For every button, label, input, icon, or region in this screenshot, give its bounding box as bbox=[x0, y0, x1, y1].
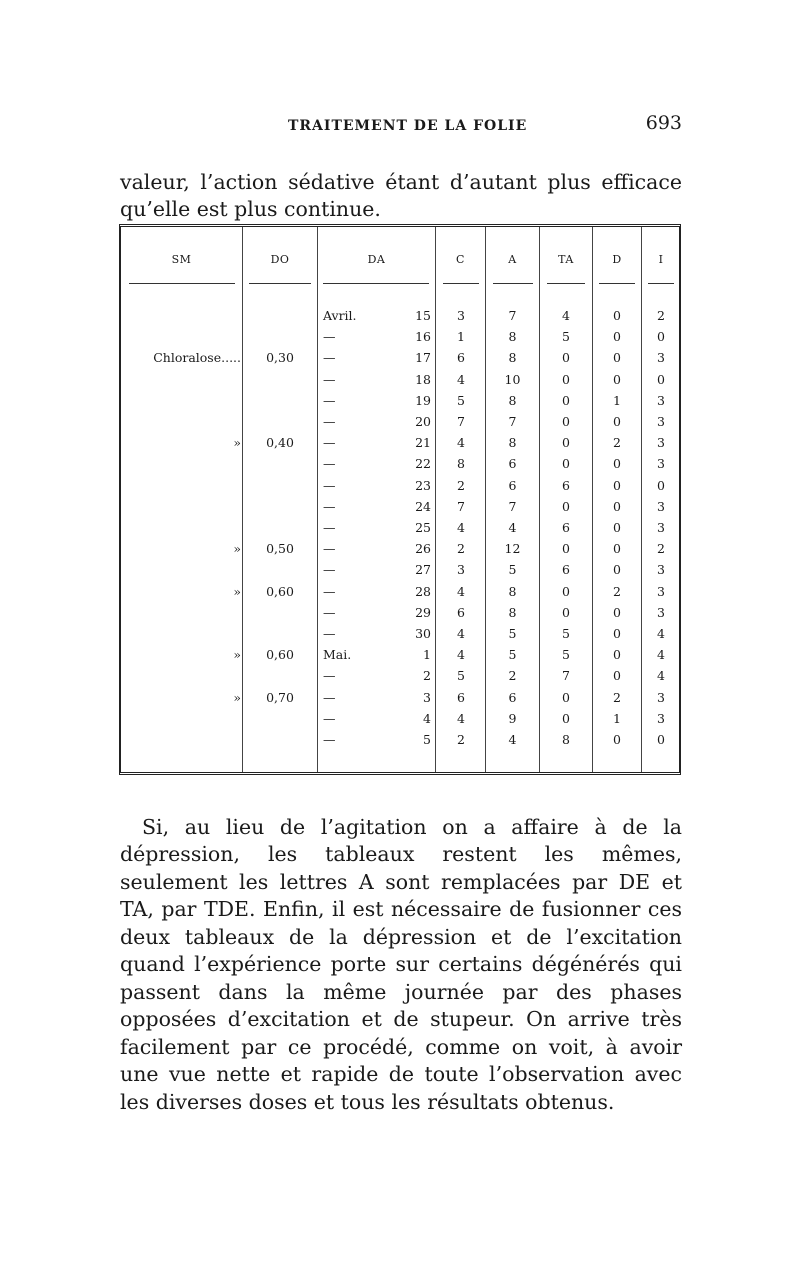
header-rule bbox=[547, 283, 585, 284]
cell-ta: 6 bbox=[562, 520, 570, 535]
cell-ta: 0 bbox=[562, 371, 570, 387]
cell-i: 3 bbox=[657, 456, 665, 472]
cell-day: 3 bbox=[423, 689, 431, 705]
paragraph-top: valeur, l’action sédative étant d’autant plus efficace qu’elle est plus continue. bbox=[120, 169, 682, 221]
cell-sm: » bbox=[233, 689, 241, 705]
cell-i: 3 bbox=[657, 583, 665, 599]
cell-c: 8 bbox=[457, 456, 465, 472]
cell-day: 30 bbox=[415, 626, 431, 641]
cell-month: Avril. bbox=[323, 308, 357, 323]
cell-d: 0 bbox=[613, 308, 621, 323]
cell-do: 0,30 bbox=[266, 350, 294, 366]
cell-a: 4 bbox=[508, 732, 517, 747]
table-row bbox=[121, 644, 679, 665]
cell-d: 0 bbox=[613, 562, 621, 578]
cell-i: 4 bbox=[657, 668, 665, 684]
cell-i: 2 bbox=[657, 541, 665, 557]
cell-day: 1 bbox=[423, 647, 431, 663]
cell-c: 4 bbox=[457, 435, 465, 451]
cell-month: — bbox=[323, 456, 336, 472]
cell-a: 2 bbox=[508, 668, 517, 684]
header-rule bbox=[249, 283, 311, 284]
cell-i: 3 bbox=[657, 710, 665, 726]
cell-day: 22 bbox=[415, 456, 431, 472]
cell-sm: » bbox=[233, 541, 241, 557]
table-row bbox=[121, 347, 679, 368]
cell-ta: 5 bbox=[562, 329, 570, 345]
cell-day: 24 bbox=[415, 498, 431, 514]
cell-day: 20 bbox=[415, 414, 431, 429]
cell-month: — bbox=[323, 350, 336, 366]
table-row bbox=[121, 390, 679, 411]
cell-do: 0,60 bbox=[266, 647, 294, 663]
table-row bbox=[121, 559, 679, 580]
cell-d: 1 bbox=[613, 710, 621, 726]
data-table bbox=[119, 224, 681, 775]
column-header-do: DO bbox=[270, 253, 290, 266]
table-row bbox=[121, 623, 679, 644]
cell-d: 2 bbox=[613, 583, 621, 599]
cell-ta: 0 bbox=[562, 689, 570, 705]
cell-d: 0 bbox=[613, 541, 621, 557]
header-rule bbox=[599, 283, 635, 284]
table-row bbox=[121, 326, 679, 347]
cell-a: 6 bbox=[508, 689, 517, 705]
cell-ta: 0 bbox=[562, 710, 570, 726]
cell-i: 0 bbox=[657, 329, 665, 345]
cell-ta: 0 bbox=[562, 541, 570, 557]
cell-a: 5 bbox=[508, 647, 517, 663]
cell-i: 3 bbox=[657, 392, 665, 408]
table-row bbox=[121, 581, 679, 602]
cell-month: — bbox=[323, 562, 336, 578]
header-rule bbox=[443, 283, 479, 284]
cell-c: 6 bbox=[457, 350, 465, 366]
cell-month: — bbox=[323, 371, 336, 387]
column-header-i: I bbox=[658, 253, 664, 266]
cell-d: 2 bbox=[613, 689, 621, 705]
cell-c: 2 bbox=[457, 477, 465, 493]
cell-d: 0 bbox=[613, 498, 621, 514]
cell-a: 8 bbox=[508, 435, 517, 451]
cell-month: — bbox=[323, 732, 336, 747]
column-header-ta: TA bbox=[558, 253, 574, 266]
cell-sm: » bbox=[233, 583, 241, 599]
cell-c: 4 bbox=[457, 583, 465, 599]
running-title: TRAITEMENT DE LA FOLIE bbox=[288, 118, 528, 134]
cell-c: 7 bbox=[457, 498, 465, 514]
cell-month: — bbox=[323, 329, 336, 345]
cell-day: 4 bbox=[423, 710, 431, 726]
cell-day: 18 bbox=[415, 371, 431, 387]
cell-c: 4 bbox=[457, 710, 465, 726]
cell-a: 8 bbox=[508, 350, 517, 366]
column-header-a: A bbox=[508, 253, 517, 266]
cell-c: 6 bbox=[457, 689, 465, 705]
cell-do: 0,70 bbox=[266, 689, 294, 705]
cell-month: — bbox=[323, 498, 336, 514]
cell-d: 0 bbox=[613, 604, 621, 620]
cell-c: 4 bbox=[457, 647, 465, 663]
cell-ta: 0 bbox=[562, 604, 570, 620]
cell-c: 2 bbox=[457, 541, 465, 557]
header-rule bbox=[493, 283, 533, 284]
cell-month: — bbox=[323, 583, 336, 599]
cell-i: 4 bbox=[657, 647, 665, 663]
cell-ta: 5 bbox=[562, 647, 570, 663]
cell-i: 0 bbox=[657, 371, 665, 387]
cell-day: 15 bbox=[415, 308, 431, 323]
cell-ta: 0 bbox=[562, 498, 570, 514]
cell-month: — bbox=[323, 541, 336, 557]
table-row bbox=[121, 305, 679, 326]
cell-d: 0 bbox=[613, 732, 621, 747]
cell-c: 4 bbox=[457, 520, 465, 535]
cell-ta: 0 bbox=[562, 435, 570, 451]
cell-d: 2 bbox=[613, 435, 621, 451]
cell-ta: 4 bbox=[562, 308, 570, 323]
table-row bbox=[121, 665, 679, 686]
cell-a: 8 bbox=[508, 604, 517, 620]
cell-d: 0 bbox=[613, 350, 621, 366]
cell-a: 5 bbox=[508, 562, 517, 578]
header-rule bbox=[129, 283, 235, 284]
cell-i: 0 bbox=[657, 477, 665, 493]
cell-ta: 7 bbox=[562, 668, 570, 684]
table-row bbox=[121, 432, 679, 453]
cell-month: — bbox=[323, 520, 336, 535]
cell-i: 4 bbox=[657, 626, 665, 641]
cell-ta: 6 bbox=[562, 477, 570, 493]
cell-a: 4 bbox=[508, 520, 517, 535]
cell-d: 0 bbox=[613, 668, 621, 684]
page-header bbox=[120, 112, 682, 138]
cell-a: 7 bbox=[508, 308, 517, 323]
cell-c: 1 bbox=[457, 329, 465, 345]
cell-month: — bbox=[323, 710, 336, 726]
cell-day: 23 bbox=[415, 477, 431, 493]
cell-ta: 0 bbox=[562, 414, 570, 429]
cell-a: 5 bbox=[508, 626, 517, 641]
table-row bbox=[121, 729, 679, 750]
cell-do: 0,50 bbox=[266, 541, 294, 557]
cell-d: 0 bbox=[613, 477, 621, 493]
cell-i: 3 bbox=[657, 689, 665, 705]
table-row bbox=[121, 538, 679, 559]
cell-day: 28 bbox=[415, 583, 431, 599]
cell-day: 2 bbox=[423, 668, 431, 684]
cell-i: 3 bbox=[657, 498, 665, 514]
cell-c: 2 bbox=[457, 732, 465, 747]
table-row bbox=[121, 602, 679, 623]
cell-day: 19 bbox=[415, 392, 431, 408]
cell-day: 5 bbox=[423, 732, 431, 747]
paragraph-bottom: Si, au lieu de l’agitation on a affaire à de la dépression, les tableaux restent les mêmes, seulement les lettres A sont remplacées par DE et TA, par TDE. Enfin, il est nécessaire de fusionner ces deux tableaux de la dépression et de l’excitation quand l’expérience porte sur certains dégénérés qui passent dans la même journée par des phases opposées d’excitation et de stupeur. On arrive très facilement par ce procédé, comme on voit, à avoir une vue nette et rapide de toute l’observation avec les diverses doses et tous les résultats obtenus. bbox=[120, 814, 682, 1114]
cell-d: 0 bbox=[613, 626, 621, 641]
table-row bbox=[121, 453, 679, 474]
table-row bbox=[121, 687, 679, 708]
cell-a: 6 bbox=[508, 477, 517, 493]
cell-day: 21 bbox=[415, 435, 431, 451]
cell-i: 0 bbox=[657, 732, 665, 747]
cell-c: 3 bbox=[457, 308, 465, 323]
cell-day: 26 bbox=[415, 541, 431, 557]
cell-a: 7 bbox=[508, 414, 517, 429]
cell-i: 3 bbox=[657, 435, 665, 451]
cell-ta: 0 bbox=[562, 392, 570, 408]
cell-a: 9 bbox=[508, 710, 517, 726]
cell-i: 3 bbox=[657, 520, 665, 535]
cell-do: 0,60 bbox=[266, 583, 294, 599]
cell-month: — bbox=[323, 392, 336, 408]
cell-d: 0 bbox=[613, 456, 621, 472]
table-row bbox=[121, 369, 679, 390]
column-header-d: D bbox=[612, 253, 622, 266]
page-number: 693 bbox=[645, 112, 682, 134]
cell-ta: 0 bbox=[562, 350, 570, 366]
cell-d: 0 bbox=[613, 371, 621, 387]
cell-d: 0 bbox=[613, 414, 621, 429]
cell-d: 0 bbox=[613, 647, 621, 663]
cell-do: 0,40 bbox=[266, 435, 294, 451]
cell-sm: Chloralose..... bbox=[153, 350, 241, 366]
cell-ta: 6 bbox=[562, 562, 570, 578]
cell-day: 27 bbox=[415, 562, 431, 578]
cell-month: — bbox=[323, 668, 336, 684]
cell-ta: 0 bbox=[562, 583, 570, 599]
cell-d: 1 bbox=[613, 392, 621, 408]
cell-i: 3 bbox=[657, 350, 665, 366]
header-rule bbox=[648, 283, 674, 284]
cell-c: 5 bbox=[457, 668, 465, 684]
cell-a: 10 bbox=[504, 371, 521, 387]
cell-a: 7 bbox=[508, 498, 517, 514]
table-row bbox=[121, 496, 679, 517]
cell-i: 3 bbox=[657, 562, 665, 578]
cell-d: 0 bbox=[613, 520, 621, 535]
cell-c: 4 bbox=[457, 626, 465, 641]
cell-a: 8 bbox=[508, 329, 517, 345]
table-row bbox=[121, 475, 679, 496]
cell-sm: » bbox=[233, 647, 241, 663]
cell-a: 12 bbox=[504, 541, 521, 557]
cell-month: — bbox=[323, 689, 336, 705]
cell-day: 29 bbox=[415, 604, 431, 620]
cell-c: 4 bbox=[457, 371, 465, 387]
cell-d: 0 bbox=[613, 329, 621, 345]
table-row bbox=[121, 708, 679, 729]
header-rule bbox=[323, 283, 429, 284]
cell-a: 6 bbox=[508, 456, 517, 472]
cell-a: 8 bbox=[508, 392, 517, 408]
cell-ta: 5 bbox=[562, 626, 570, 641]
table-row bbox=[121, 411, 679, 432]
cell-c: 7 bbox=[457, 414, 465, 429]
cell-a: 8 bbox=[508, 583, 517, 599]
cell-c: 6 bbox=[457, 604, 465, 620]
column-header-sm: SM bbox=[171, 253, 192, 266]
column-header-da: DA bbox=[367, 253, 386, 266]
cell-month: — bbox=[323, 414, 336, 429]
cell-ta: 0 bbox=[562, 456, 570, 472]
table-row bbox=[121, 517, 679, 538]
cell-sm: » bbox=[233, 435, 241, 451]
cell-month: — bbox=[323, 477, 336, 493]
cell-month: — bbox=[323, 435, 336, 451]
cell-month: Mai. bbox=[323, 647, 352, 663]
cell-month: — bbox=[323, 604, 336, 620]
cell-i: 2 bbox=[657, 308, 665, 323]
cell-c: 5 bbox=[457, 392, 465, 408]
column-header-c: C bbox=[456, 253, 465, 266]
cell-day: 17 bbox=[415, 350, 431, 366]
cell-ta: 8 bbox=[562, 732, 570, 747]
cell-day: 16 bbox=[415, 329, 431, 345]
cell-c: 3 bbox=[457, 562, 465, 578]
cell-day: 25 bbox=[415, 520, 431, 535]
cell-i: 3 bbox=[657, 604, 665, 620]
cell-i: 3 bbox=[657, 414, 665, 429]
cell-month: — bbox=[323, 626, 336, 641]
